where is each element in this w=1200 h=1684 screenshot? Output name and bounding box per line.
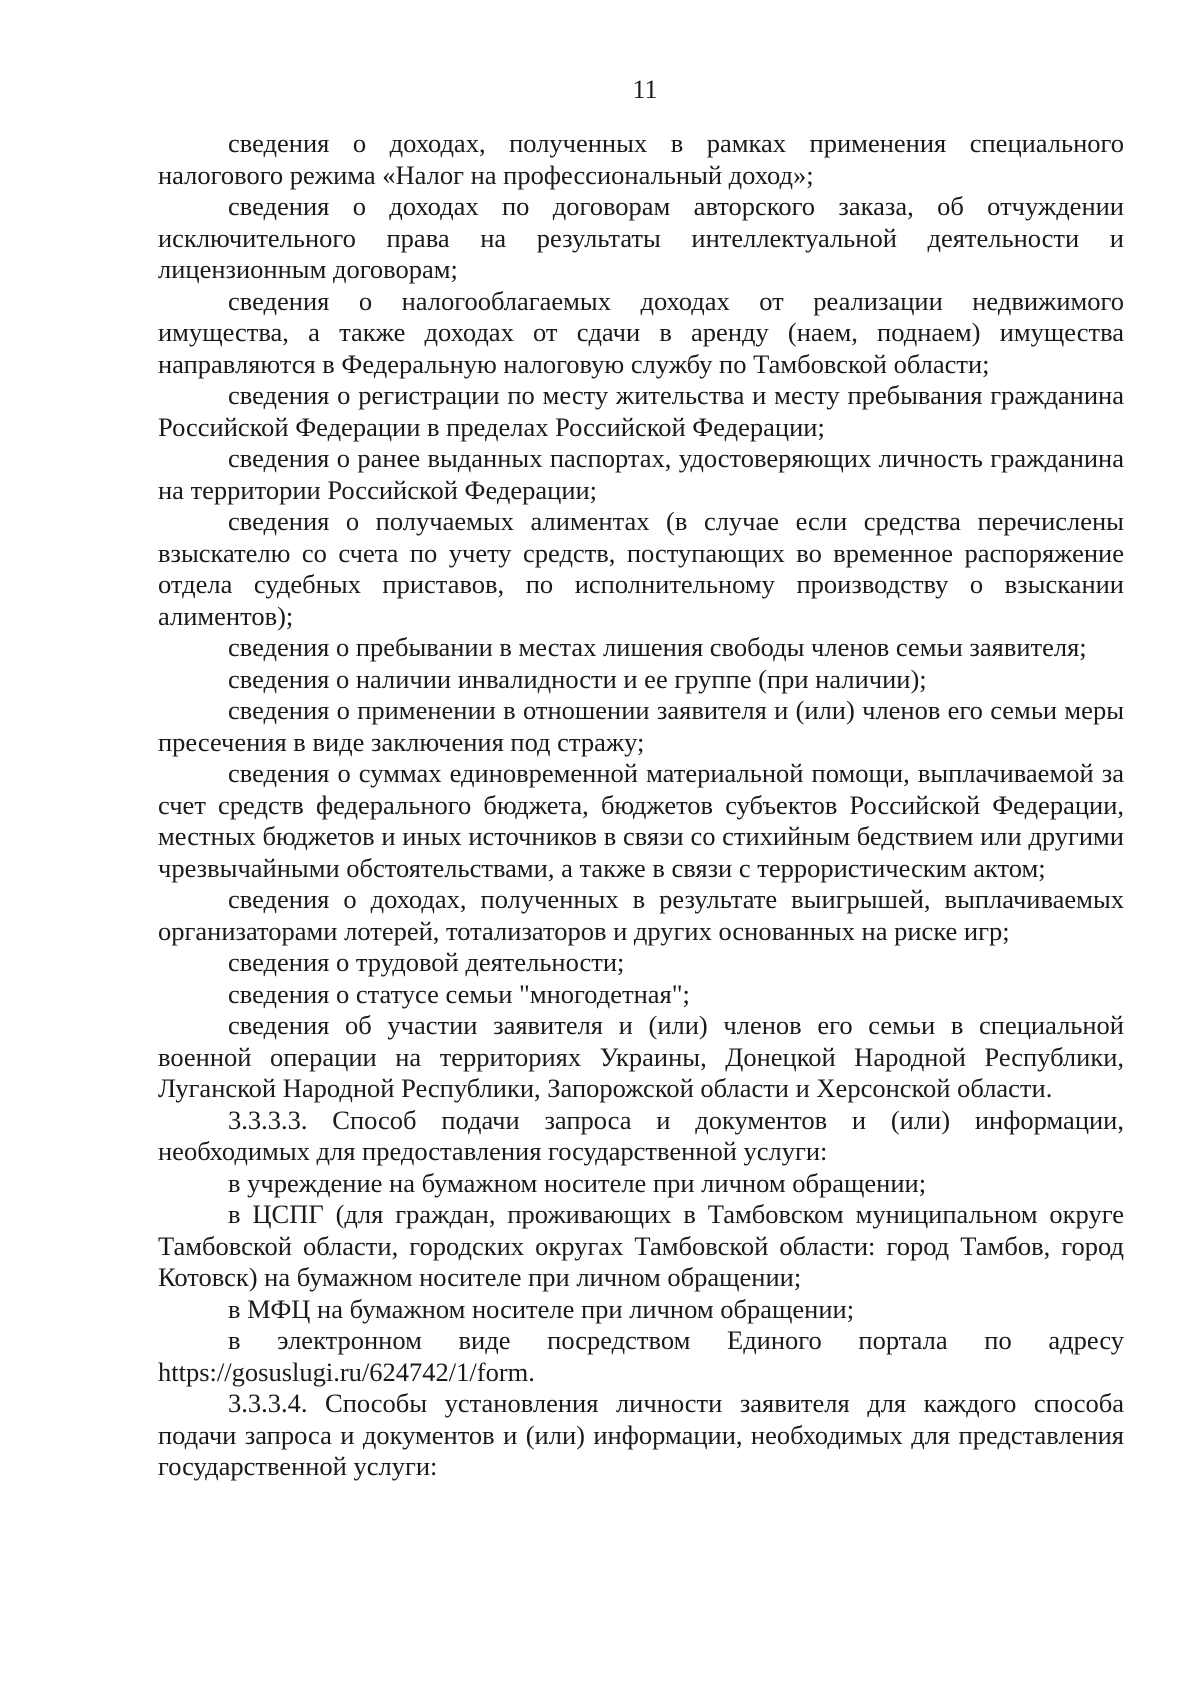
paragraph-alimony: сведения о получаемых алиментах (в случае если средства перечислены взыскателю со счета по учету средств, поступающих во временное распоряжение отдела судебных приставов, по исполнительному производству о взыскании алиментов); <box>158 506 1124 631</box>
paragraph-income-author-contracts: сведения о доходах по договорам авторского заказа, об отчуждении исключительного права на результаты интеллектуальной деятельности и лицензионным договорам; <box>158 191 1124 284</box>
paragraph-employment: сведения о трудовой деятельности; <box>228 947 625 977</box>
paragraph-imprisonment: сведения о пребывании в местах лишения свободы членов семьи заявителя; <box>228 632 1087 662</box>
paragraph-submission-institution: в учреждение на бумажном носителе при личном обращении; <box>228 1167 927 1198</box>
paragraph-passports: сведения о ранее выданных паспортах, удостоверяющих личность гражданина на территории Российской Федерации; <box>158 443 1124 505</box>
document-body <box>158 128 1124 1483</box>
page-number: 11 <box>632 75 658 104</box>
paragraph-registration: сведения о регистрации по месту жительства и месту пребывания гражданина Российской Федерации в пределах Российской Федерации; <box>158 380 1124 442</box>
paragraph-income-real-estate: сведения о налогооблагаемых доходах от реализации недвижимого имущества, а также доходах от сдачи в аренду (наем, поднаем) имущества направляются в Федеральную налоговую службу по Тамбовской области; <box>158 285 1124 379</box>
paragraph-financial-aid: сведения о суммах единовременной материальной помощи, выплачиваемой за счет средств федерального бюджета, бюджетов субъектов Российской Федерации, местных бюджетов и иных источников в связи со стихийным бедствием или другими чрезвычайными обстоятельствами, а также в связи с террористическим актом; <box>158 758 1124 883</box>
paragraph-disability: сведения о наличии инвалидности и ее группе (при наличии); <box>228 663 927 694</box>
paragraph-section-3-3-3-4: 3.3.3.4. Способы установления личности заявителя для каждого способа подачи запроса и документов и (или) информации, необходимых для представления государственной услуги: <box>158 1388 1124 1481</box>
paragraph-submission-electronic: в электронном виде посредством Единого портала по адресу https://gosuslugi.ru/624742/1/form. <box>158 1325 1124 1387</box>
paragraph-military-operation: сведения об участии заявителя и (или) членов его семьи в специальной военной операции на территориях Украины, Донецкой Народной Республики, Луганской Народной Республики, Запорожской области и Херсонской области. <box>158 1010 1124 1103</box>
paragraph-submission-mfc: в МФЦ на бумажном носителе при личном обращении; <box>228 1293 855 1324</box>
paragraph-submission-cspg: в ЦСПГ (для граждан, проживающих в Тамбовском муниципальном округе Тамбовской области, городских округах Тамбовской области: город Тамбов, город Котовск) на бумажном носителе при личном обращении; <box>158 1199 1124 1292</box>
paragraph-section-3-3-3-3: 3.3.3.3. Способ подачи запроса и документов и (или) информации, необходимых для предоставления государственной услуги: <box>158 1104 1124 1166</box>
paragraph-income-professional-tax: сведения о доходах, полученных в рамках применения специального налогового режима «Налог на профессиональный доход»; <box>158 128 1124 190</box>
paragraph-lottery-income: сведения о доходах, полученных в результате выигрышей, выплачиваемых организаторами лотерей, тотализаторов и других основанных на риске игр; <box>158 884 1124 946</box>
paragraph-large-family: сведения о статусе семьи "многодетная"; <box>228 978 690 1009</box>
paragraph-custody: сведения о применении в отношении заявителя и (или) членов его семьи меры пресечения в виде заключения под стражу; <box>158 695 1124 757</box>
